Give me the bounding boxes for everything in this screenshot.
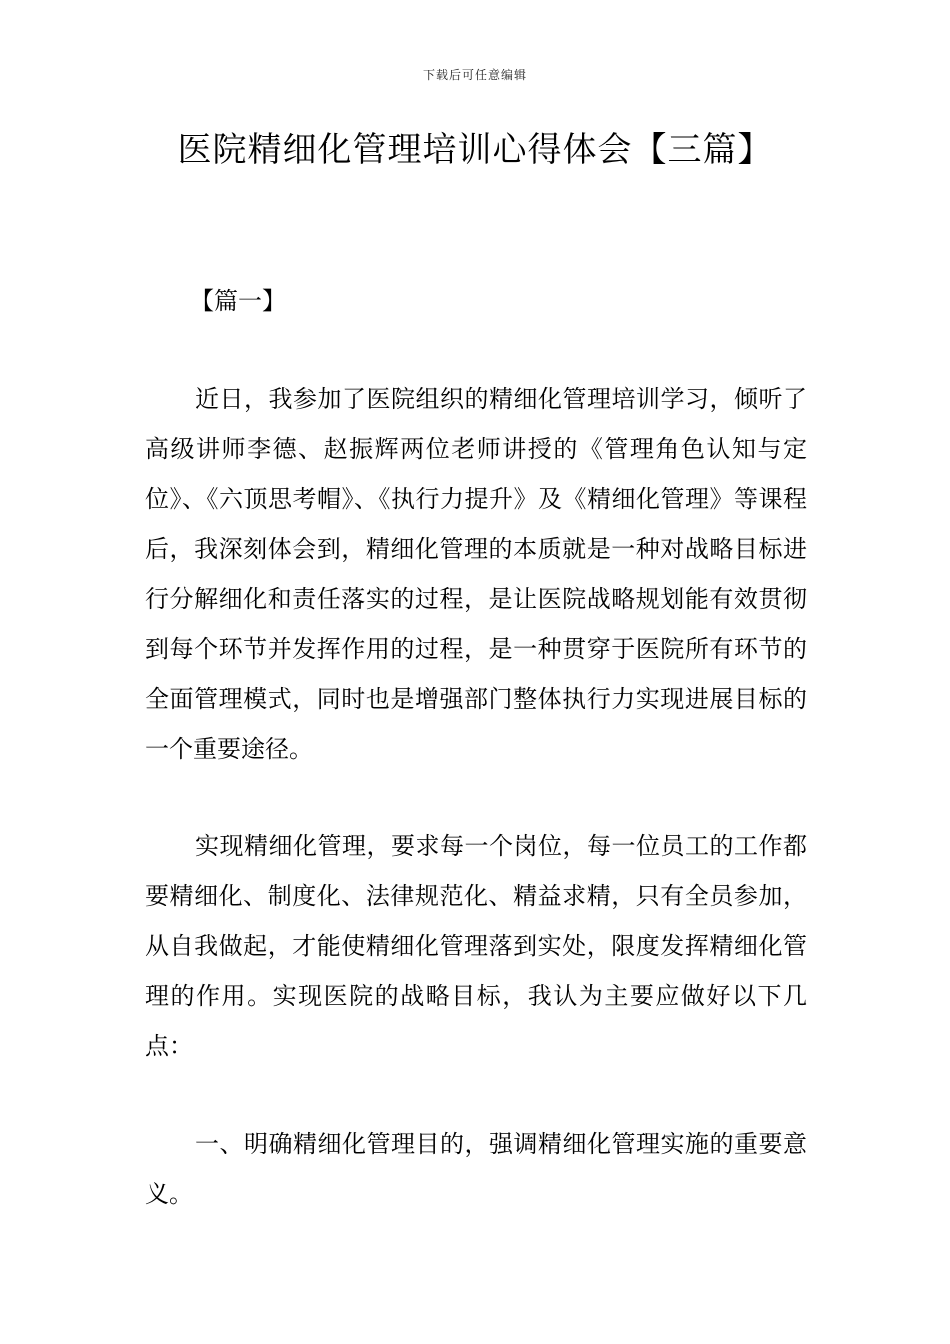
header-note: 下载后可任意编辑	[422, 68, 527, 82]
paragraph-3: 一、明确精细化管理目的，强调精细化管理实施的重要意义。	[145, 1130, 807, 1208]
paragraph-2: 实现精细化管理，要求每一个岗位，每一位员工的工作都要精细化、制度化、法律规范化、精益求精，只有全员参加，从自我做起，才能使精细化管理落到实处，限度发挥精细化管理的作用。实现医院的战略目标，我认为主要应做好以下几点：	[145, 832, 807, 1060]
section-label: 【篇一】	[190, 287, 286, 315]
document-title: 医院精细化管理培训心得体会【三篇】	[177, 130, 773, 170]
paragraph-1: 近日，我参加了医院组织的精细化管理培训学习，倾听了高级讲师李德、赵振辉两位老师讲授的《管理角色认知与定位》、《六顶思考帽》、《执行力提升》及《精细化管理》等课程后，我深刻体会到，精细化管理的本质就是一种对战略目标进行分解细化和责任落实的过程，是让医院战略规划能有效贯彻到每个环节并发挥作用的过程，是一种贯穿于医院所有环节的全面管理模式，同时也是增强部门整体执行力实现进展目标的一个重要途径。	[145, 385, 807, 763]
